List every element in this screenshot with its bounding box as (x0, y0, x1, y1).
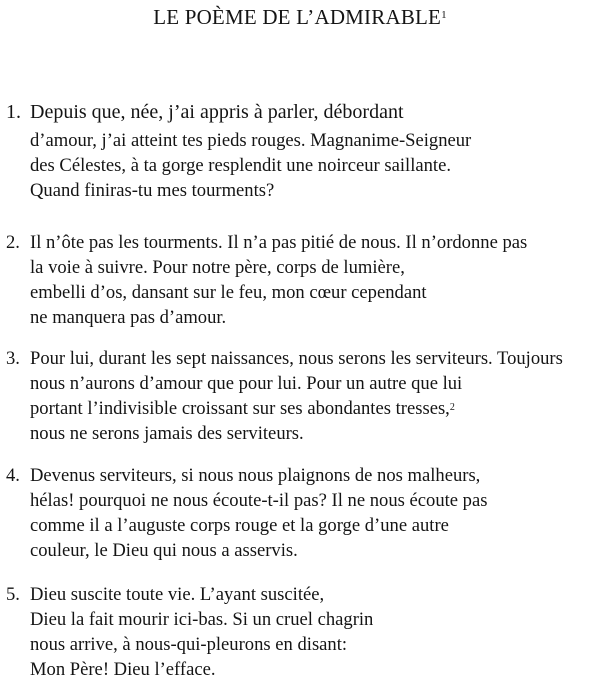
title-text: LE POÈME DE L’ADMIRABLE (153, 5, 442, 29)
stanza-line: d’amour, j’ai atteint tes pieds rouges. Magnanime-Seigneur (30, 130, 472, 151)
stanza-line (0, 582, 600, 607)
stanza-line (0, 346, 600, 371)
stanza-line: nous n’aurons d’amour que pour lui. Pour un autre que lui (30, 373, 463, 394)
stanza-1 (0, 97, 600, 203)
stanza-line: Mon Père! Dieu l’efface. (30, 659, 216, 680)
stanza-line: Dieu la fait mourir ici-bas. Si un cruel chagrin (30, 609, 374, 630)
stanza-line: des Célestes, à ta gorge resplendit une noirceur saillante. (30, 155, 451, 176)
stanza-line: nous arrive, à nous-qui-pleurons en disant: (30, 634, 348, 655)
line-text: Pour lui, durant les sept naissances, nous serons les serviteurs. Toujours (30, 348, 563, 369)
page-title (0, 4, 600, 30)
stanza-line: ne manquera pas d’amour. (30, 307, 227, 328)
stanza-3 (0, 346, 600, 446)
stanza-line (0, 396, 600, 421)
line-text: Devenus serviteurs, si nous nous plaignons de nos malheurs, (30, 465, 481, 486)
stanza-number: 5. (6, 584, 20, 605)
stanza-number: 2. (6, 232, 20, 253)
stanza-number: 1. (6, 101, 21, 123)
line-text: Il n’ôte pas les tourments. Il n’a pas pitié de nous. Il n’ordonne pas (30, 232, 528, 253)
stanza-2 (0, 230, 600, 330)
stanza-line: embelli d’os, dansant sur le feu, mon cœur cependant (30, 282, 427, 303)
stanza-number: 3. (6, 348, 20, 369)
stanza-5 (0, 582, 600, 682)
stanza-line: hélas! pourquoi ne nous écoute-t-il pas? Il ne nous écoute pas (30, 490, 488, 511)
stanza-line: comme il a l’auguste corps rouge et la gorge d’une autre (30, 515, 449, 536)
line-text: Dieu suscite toute vie. L’ayant suscitée, (30, 584, 325, 605)
footnote-mark: 2 (449, 402, 455, 413)
stanza-4 (0, 463, 600, 563)
stanza-number: 4. (6, 465, 20, 486)
stanza-line: couleur, le Dieu qui nous a asservis. (30, 540, 298, 561)
line-text: portant l’indivisible croissant sur ses abondantes tresses, (30, 398, 450, 419)
stanza-line (0, 97, 600, 128)
stanza-line (0, 230, 600, 255)
line-text: Depuis que, née, j’ai appris à parler, débordant (30, 101, 404, 123)
stanza-line: Quand finiras-tu mes tourments? (30, 180, 275, 201)
stanza-line (0, 463, 600, 488)
stanza-line: la voie à suivre. Pour notre père, corps de lumière, (30, 257, 405, 278)
stanza-line: nous ne serons jamais des serviteurs. (30, 423, 304, 444)
title-footnote-mark: 1 (441, 9, 447, 21)
